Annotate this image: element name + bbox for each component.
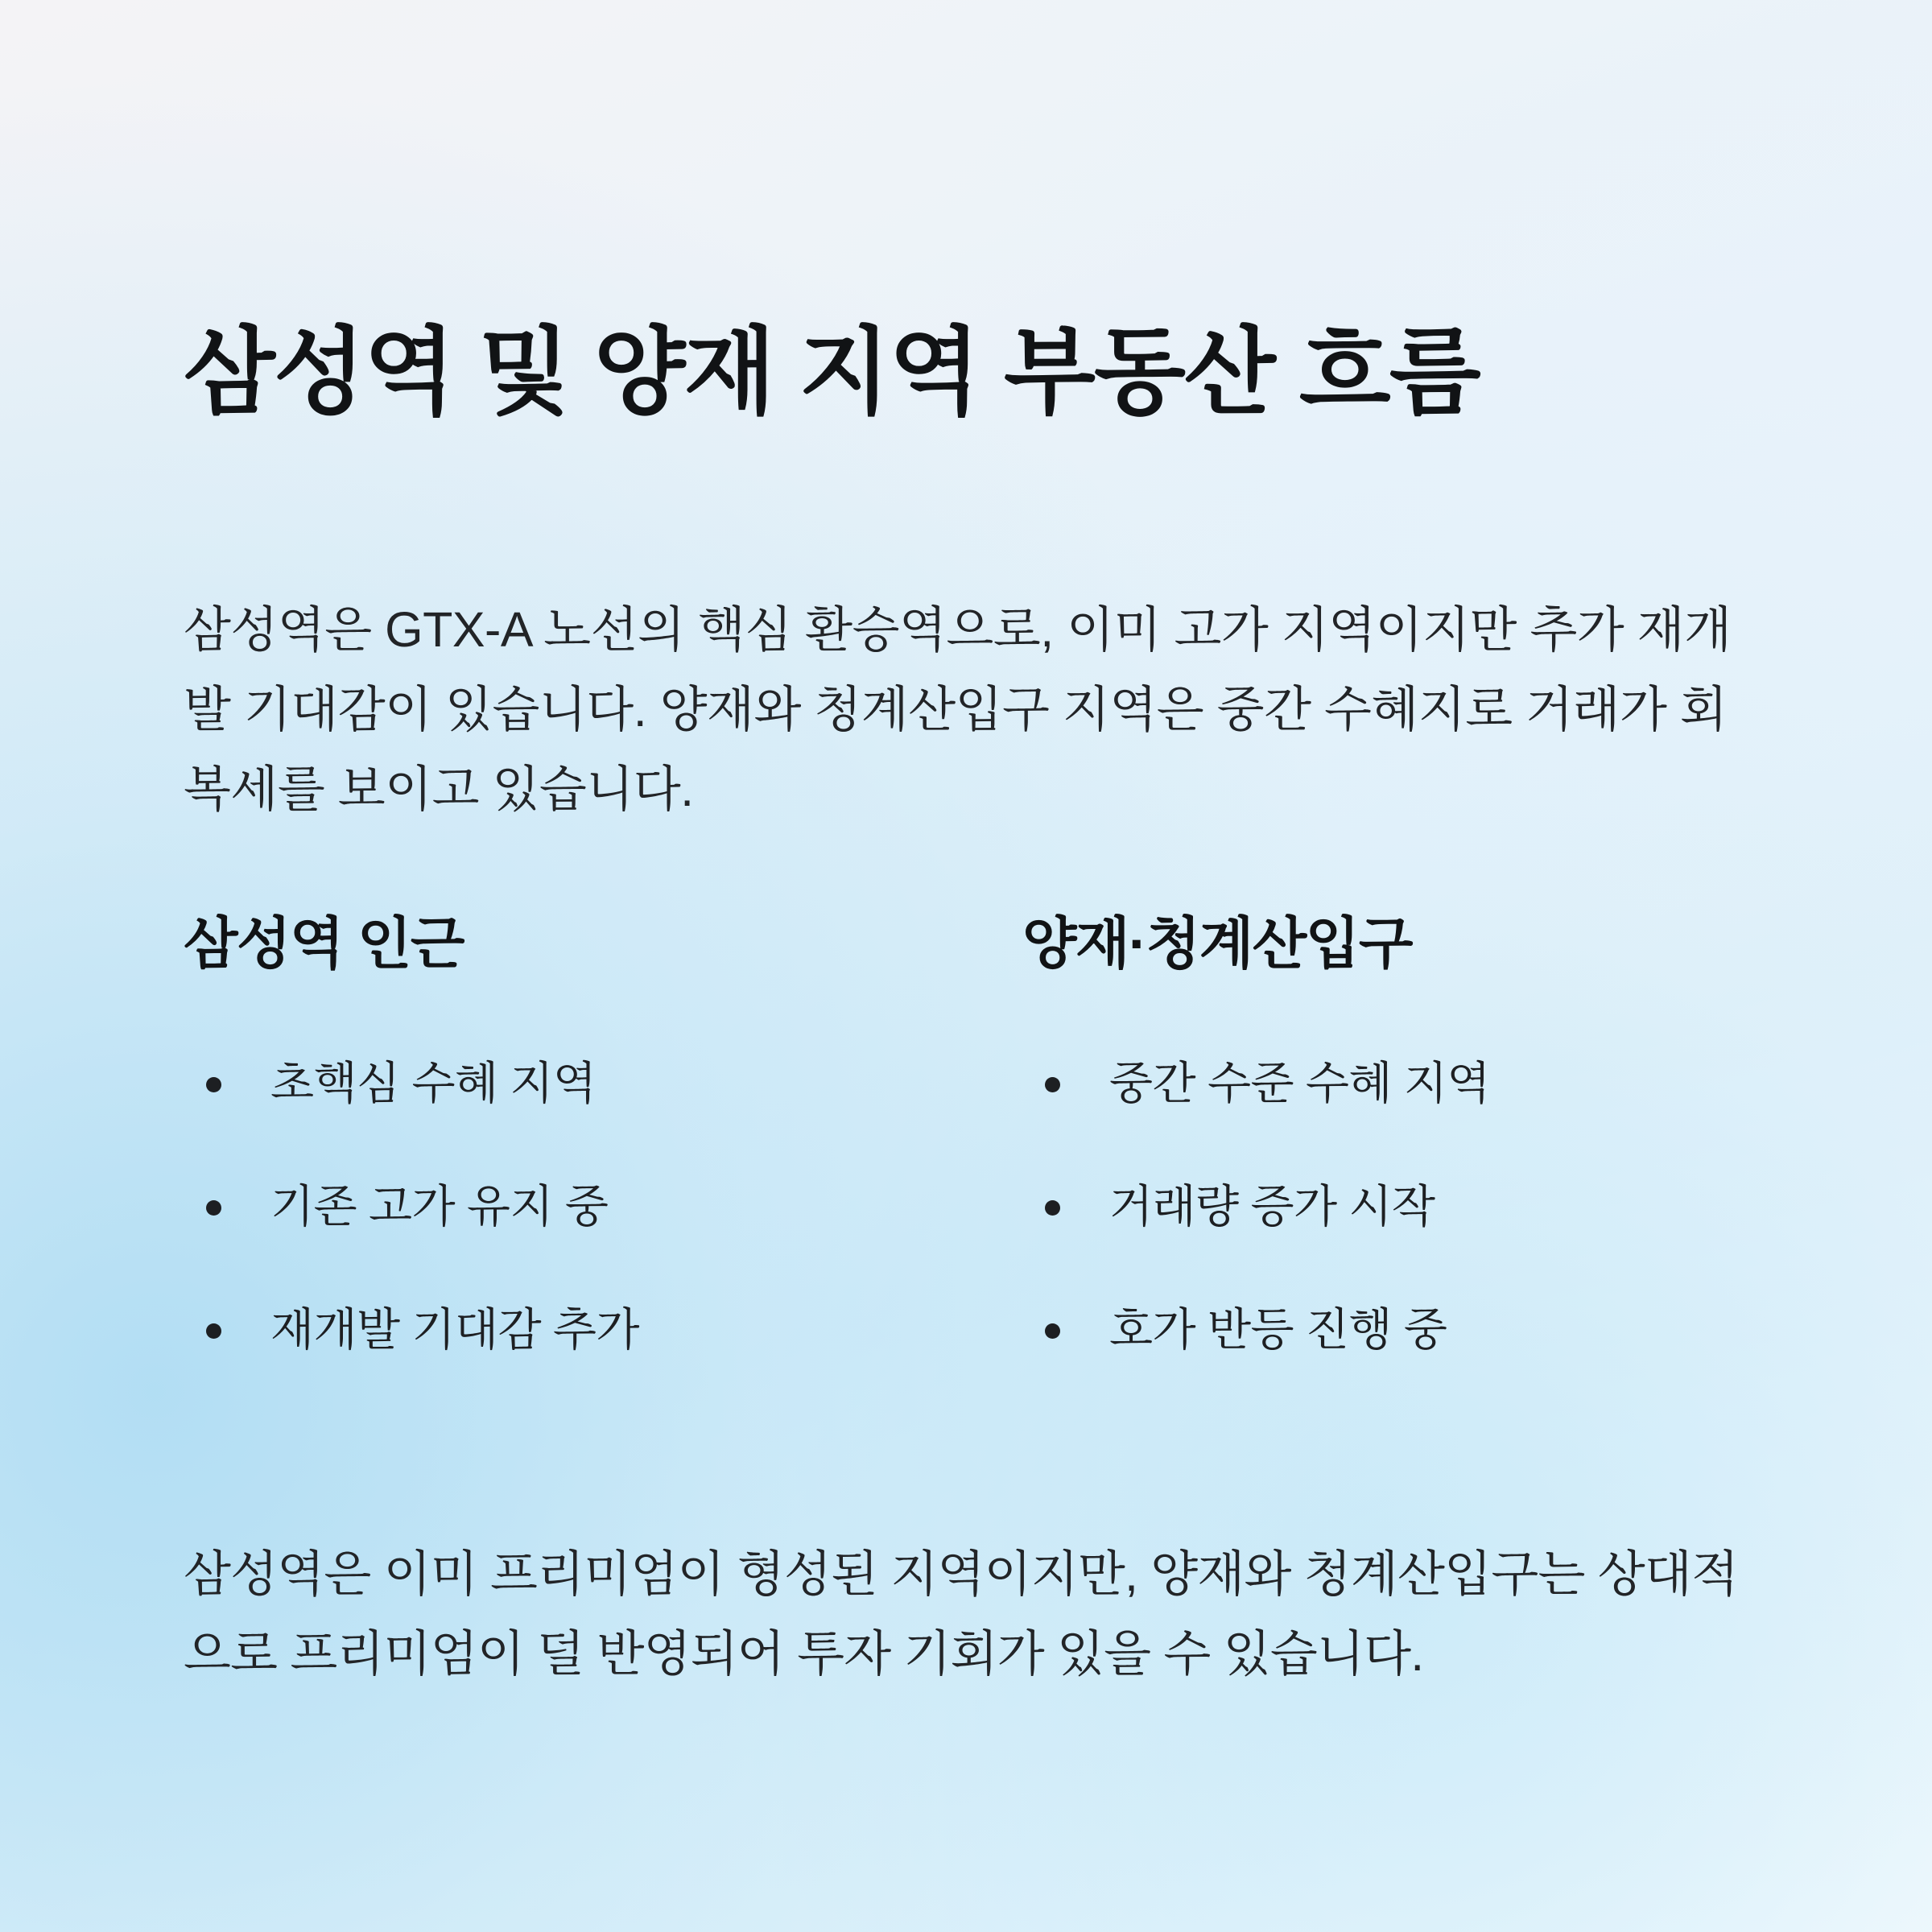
bullet-list-samseong bbox=[184, 1056, 972, 1357]
bullet-dot-icon bbox=[1045, 1200, 1060, 1216]
intro-paragraph: 삼성역은 GTX-A 노선의 핵심 환승역으로, 이미 고가 지역이지만 추가 재개발 기대감이 있습니다. 양재와 청계산입구 지역은 중간 수혜지로 거래가 회복세를 보이고 있습니다. bbox=[184, 602, 1732, 816]
list-item-label: 거래량 증가 시작 bbox=[1109, 1181, 1435, 1232]
list-item bbox=[1045, 1302, 1761, 1356]
list-item-label: 재개발 기대감 추가 bbox=[270, 1304, 639, 1356]
column-yangjae bbox=[972, 910, 1761, 1426]
bullet-dot-icon bbox=[1045, 1323, 1060, 1339]
bullet-dot-icon bbox=[206, 1077, 221, 1092]
column-heading-samseong: 삼성역 인근 bbox=[184, 912, 464, 975]
list-item bbox=[1045, 1056, 1761, 1110]
bullet-list-yangjae bbox=[1022, 1056, 1761, 1357]
list-item bbox=[206, 1179, 972, 1233]
list-item bbox=[1045, 1179, 1761, 1233]
column-samseong bbox=[184, 910, 972, 1426]
bullet-dot-icon bbox=[206, 1200, 221, 1216]
list-item-label: 기존 고가 유지 중 bbox=[270, 1181, 609, 1232]
list-item-label: 호가 반등 진행 중 bbox=[1109, 1304, 1447, 1356]
page-title: 삼성역 및 양재 지역 부동산 흐름 bbox=[184, 320, 1480, 427]
comparison-columns bbox=[184, 910, 1761, 1426]
list-item-label: 초핵심 수혜 지역 bbox=[270, 1058, 597, 1108]
list-item bbox=[206, 1302, 972, 1356]
bullet-dot-icon bbox=[1045, 1077, 1060, 1092]
list-item-label: 중간 수준 수혜 지역 bbox=[1109, 1058, 1490, 1108]
bullet-dot-icon bbox=[206, 1323, 221, 1339]
list-item bbox=[206, 1056, 972, 1110]
outro-paragraph: 삼성역은 이미 프리미엄이 형성된 지역이지만, 양재와 청계산입구는 상대적으로 프리미엄이 덜 반영되어 투자 기회가 있을 수 있습니다. bbox=[184, 1546, 1739, 1681]
column-heading-yangjae: 양재·청계산입구 bbox=[1022, 912, 1412, 975]
